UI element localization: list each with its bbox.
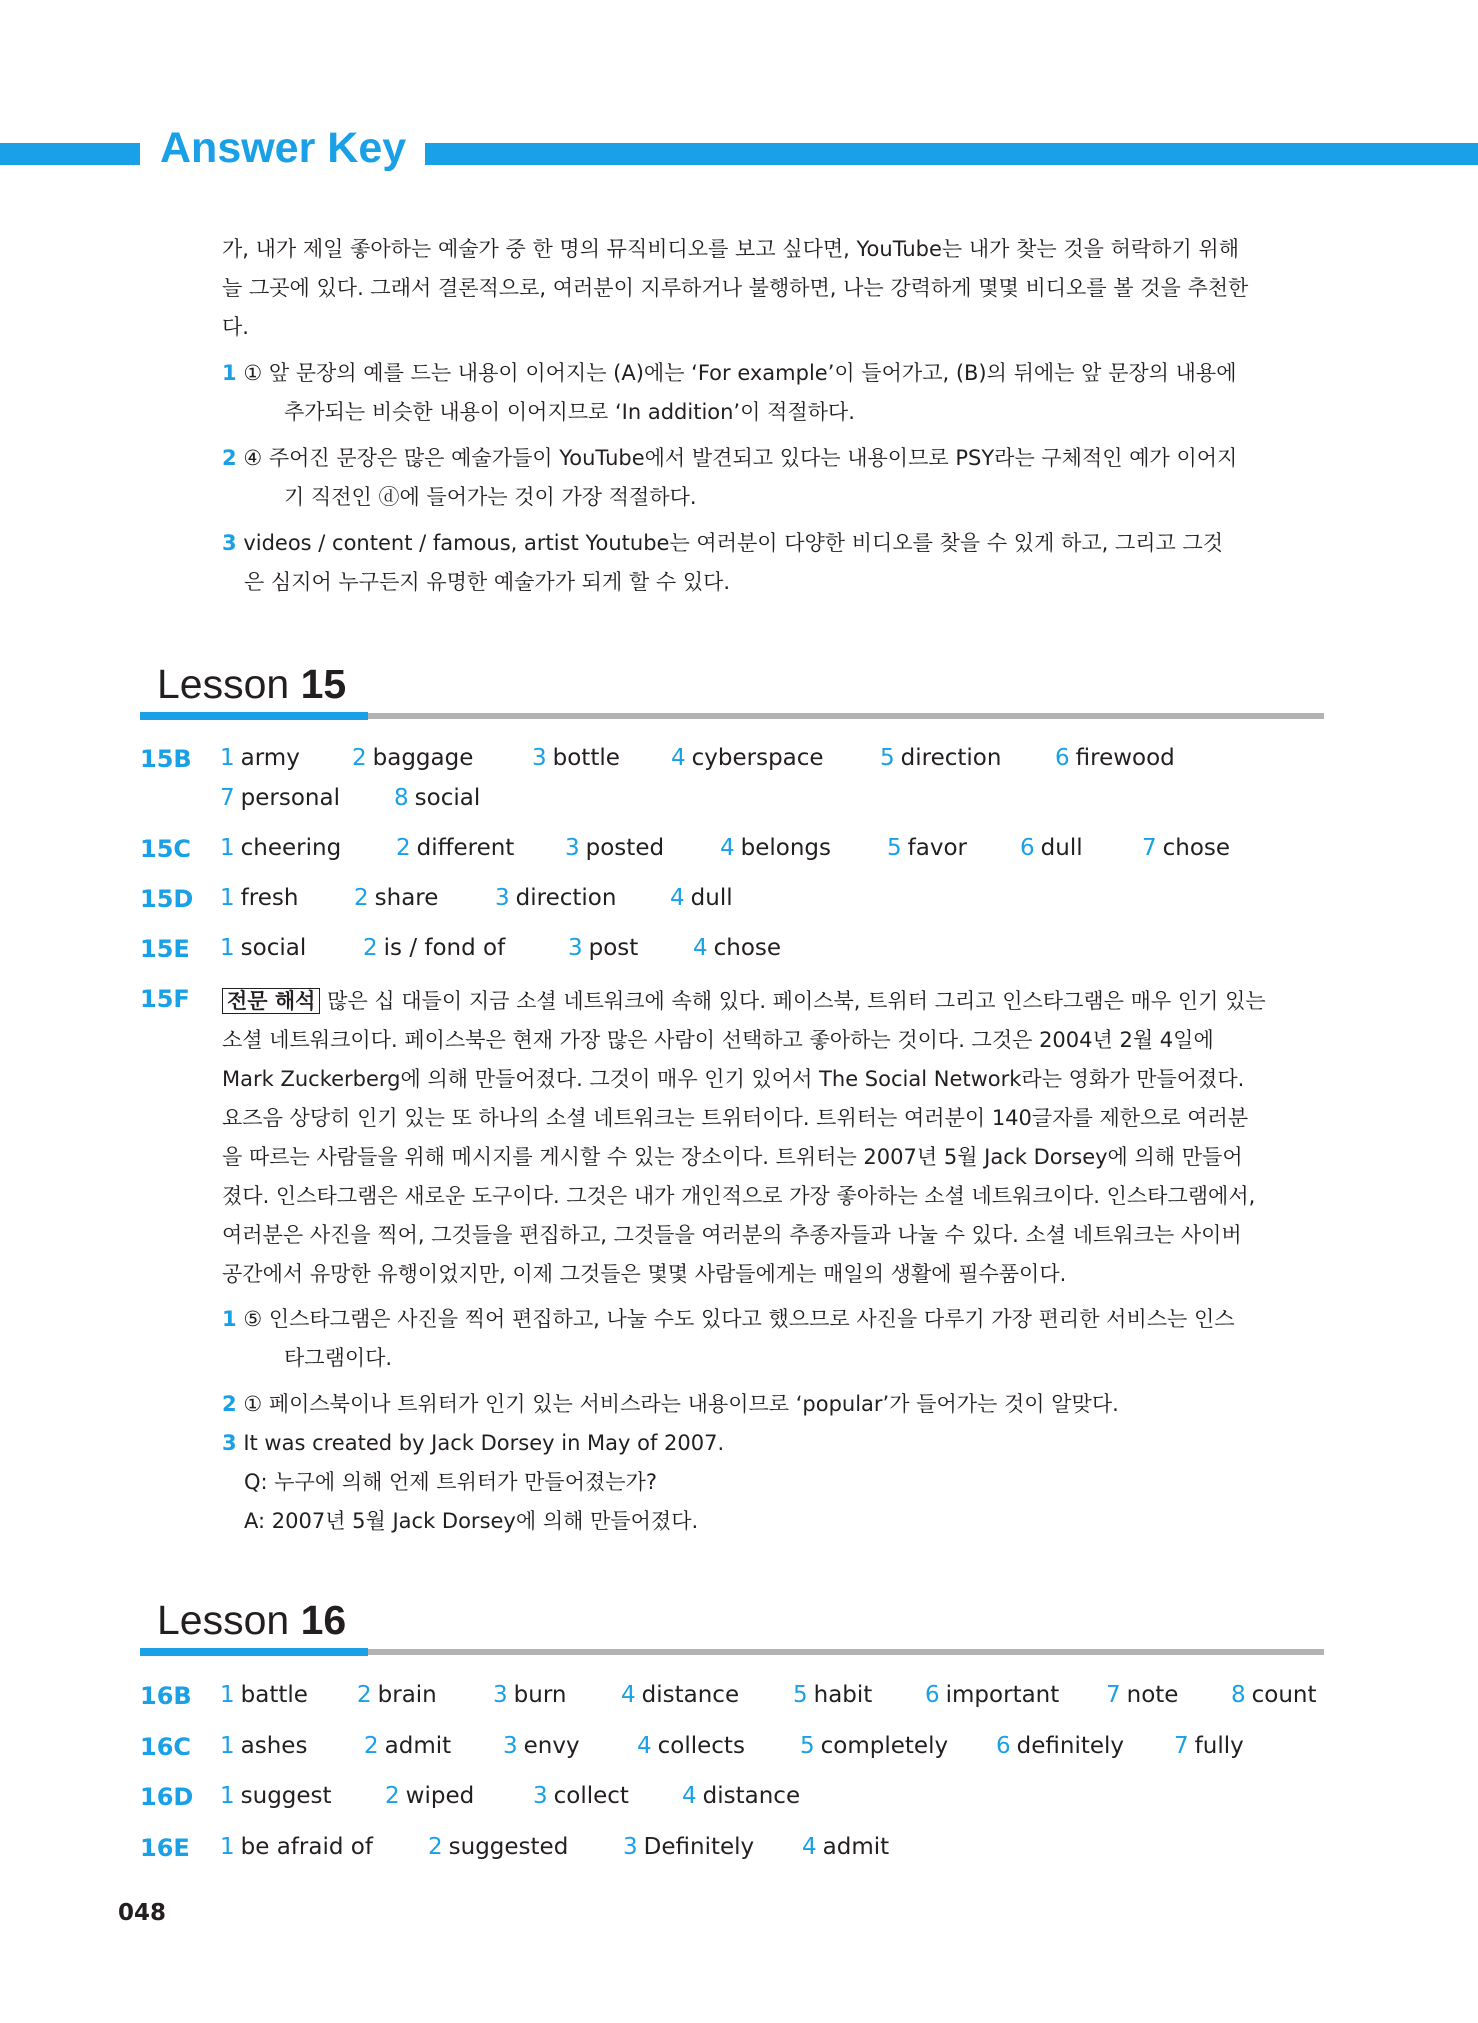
text-line: 추가되는 비슷한 내용이 이어지므로 ‘In addition’이 적절하다. [284,400,855,424]
answer-word: dull [1040,835,1083,861]
answer-word: social [240,935,307,961]
answer-word: suggested [448,1834,569,1860]
answer-word: belongs [740,835,832,861]
answer-item [533,1783,629,1809]
header-bar-right [425,143,1478,165]
answer-number: 7 [1174,1733,1189,1759]
question-number: 2 [222,446,237,470]
answer-item [800,1733,948,1759]
question-number: 1 [222,361,237,385]
answer-number: 2 [354,885,369,911]
answer-item [364,1733,451,1759]
answer-item [621,1682,739,1708]
translation-tag: 전문 해석 [222,988,320,1014]
translation-paragraph [222,982,1324,1294]
answer-item [623,1834,754,1860]
answer-item [220,885,298,911]
answer-number: 8 [394,785,409,811]
answer-word: Definitely [643,1834,755,1860]
answer-word: ashes [240,1733,308,1759]
answer-item [568,935,638,961]
lesson-word: Lesson [157,661,290,707]
answer-number: 2 [428,1834,443,1860]
question-number: 3 [222,1431,237,1455]
answer-number: 4 [693,935,708,961]
intro-question-2 [222,439,1324,517]
exercise-label: 15F [140,985,190,1013]
answer-number: 7 [1142,835,1157,861]
text-line: 소셜 네트워크이다. 페이스북은 현재 가장 많은 사람이 선택하고 좋아하는 것이다. 그것은 2004년 2월 4일에 [222,1028,1214,1052]
answer-word: collects [657,1733,745,1759]
exercise-label: 16B [140,1682,192,1710]
lesson-15-rule [368,713,1324,719]
answer-word: personal [240,785,340,811]
answer-item [220,835,341,861]
answer-word: collect [553,1783,629,1809]
answer-word: distance [641,1682,740,1708]
answer-word: posted [585,835,665,861]
answer-item [220,785,340,811]
lesson-15-question-2 [222,1385,1324,1424]
answer-item [1174,1733,1244,1759]
lesson-16-heading [157,1596,346,1644]
answer-word: burn [513,1682,567,1708]
answer-word: suggest [240,1783,332,1809]
text-line: 을 따르는 사람들을 위해 메시지를 게시할 수 있는 장소이다. 트위터는 2007년 5월 Jack Dorsey에 의해 만들어 [222,1145,1243,1169]
answer-number: 5 [793,1682,808,1708]
text-line: Q: 누구에 의해 언제 트위터가 만들어졌는가? [244,1470,657,1494]
lesson-15-question-3 [222,1424,1324,1541]
exercise-label: 15E [140,935,190,963]
answer-item [802,1834,889,1860]
answer-number: 4 [802,1834,817,1860]
answer-word: chose [713,935,782,961]
text-line: videos / content / famous, artist Youtube는 여러분이 다양한 비디오를 찾을 수 있게 하고, 그리고 그것 [243,531,1224,555]
answer-item [428,1834,568,1860]
answer-item [394,785,480,811]
answer-item [532,745,620,771]
answer-item [671,745,824,771]
answer-word: baggage [372,745,474,771]
lesson-16-rule [368,1649,1324,1655]
answer-word: be afraid of [240,1834,373,1860]
answer-word: admit [384,1733,452,1759]
answer-number: 4 [670,885,685,911]
answer-number: 1 [220,835,235,861]
answer-item [503,1733,580,1759]
answer-number: 3 [503,1733,518,1759]
text-line: 공간에서 유망한 유행이었지만, 이제 그것들은 몇몇 사람들에게는 매일의 생활에 필수품이다. [222,1262,1067,1286]
text-line: 가, 내가 제일 좋아하는 예술가 중 한 명의 뮤직비디오를 보고 싶다면, YouTube는 내가 찾는 것을 허락하기 위해 [222,237,1239,261]
answer-item [793,1682,872,1708]
answer-item [220,935,306,961]
answer-number: 1 [220,1733,235,1759]
page-title: Answer Key [160,124,407,172]
answer-number: 7 [1106,1682,1121,1708]
answer-item [996,1733,1124,1759]
answer-number: 6 [1020,835,1035,861]
text-line: 늘 그곳에 있다. 그래서 결론적으로, 여러분이 지루하거나 불행하면, 나는 강력하게 몇몇 비디오를 볼 것을 추천한 [222,276,1249,300]
answer-word: brain [377,1682,437,1708]
answer-item [220,1733,307,1759]
answer-item [1106,1682,1178,1708]
text-line: It was created by Jack Dorsey in May of 2007. [243,1431,725,1455]
header-bar-left [0,143,140,165]
answer-word: important [945,1682,1060,1708]
answer-item [352,745,473,771]
answer-word: favor [907,835,967,861]
answer-number: 4 [637,1733,652,1759]
answer-number: 1 [220,1834,235,1860]
question-number: 2 [222,1392,237,1416]
answer-word: is / fond of [383,935,506,961]
exercise-label: 16D [140,1783,194,1811]
answer-word: distance [702,1783,801,1809]
answer-number: 6 [925,1682,940,1708]
answer-word: admit [822,1834,890,1860]
exercise-label: 16C [140,1733,192,1761]
answer-item [1020,835,1083,861]
page-number: 048 [118,1900,167,1926]
answer-word: habit [813,1682,873,1708]
answer-number: 2 [357,1682,372,1708]
answer-item [220,1834,373,1860]
answer-word: dull [690,885,733,911]
answer-item [887,835,967,861]
exercise-label: 15B [140,745,192,773]
answer-word: different [416,835,515,861]
answer-number: 3 [532,745,547,771]
answer-item [670,885,733,911]
text-line: ④ 주어진 문장은 많은 예술가들이 YouTube에서 발견되고 있다는 내용이므로 PSY라는 구체적인 예가 이어지 [243,446,1238,470]
answer-item [682,1783,800,1809]
answer-item [565,835,664,861]
intro-question-1 [222,354,1324,432]
answer-item [693,935,781,961]
answer-number: 4 [621,1682,636,1708]
text-line: 다. [222,315,249,339]
answer-item [363,935,505,961]
answer-word: cheering [240,835,342,861]
answer-word: battle [240,1682,308,1708]
answer-word: direction [900,745,1002,771]
lesson-15-rule-accent [140,712,368,720]
answer-number: 3 [495,885,510,911]
answer-number: 1 [220,1783,235,1809]
answer-word: fresh [240,885,299,911]
answer-word: completely [820,1733,949,1759]
answer-number: 1 [220,885,235,911]
answer-word: fully [1194,1733,1244,1759]
text-line: ⑤ 인스타그램은 사진을 찍어 편집하고, 나눌 수도 있다고 했으므로 사진을 다루기 가장 편리한 서비스는 인스 [243,1307,1235,1331]
answer-number: 5 [800,1733,815,1759]
answer-word: post [588,935,639,961]
text-line: ① 페이스북이나 트위터가 인기 있는 서비스라는 내용이므로 ‘popular’가 들어가는 것이 알맞다. [243,1392,1119,1416]
answer-number: 4 [671,745,686,771]
text-line: 여러분은 사진을 찍어, 그것들을 편집하고, 그것들을 여러분의 추종자들과 나눌 수 있다. 소셜 네트워크는 사이버 [222,1223,1242,1247]
answer-number: 3 [533,1783,548,1809]
text-line: A: 2007년 5월 Jack Dorsey에 의해 만들어졌다. [244,1509,699,1533]
text-line: 타그램이다. [284,1346,393,1370]
answer-item [1142,835,1230,861]
answer-item [220,1783,332,1809]
answer-item [385,1783,474,1809]
answer-number: 4 [682,1783,697,1809]
answer-item [495,885,616,911]
intro-question-3 [222,524,1324,602]
text-line: ① 앞 문장의 예를 드는 내용이 이어지는 (A)에는 ‘For example’이 들어가고, (B)의 뒤에는 앞 문장의 내용에 [243,361,1237,385]
answer-number: 6 [1055,745,1070,771]
lesson-number: 15 [300,661,347,707]
text-line: 은 심지어 누구든지 유명한 예술가가 되게 할 수 있다. [244,570,731,594]
lesson-16-rule-accent [140,1648,368,1656]
answer-word: social [414,785,481,811]
exercise-label: 15D [140,885,194,913]
answer-number: 6 [996,1733,1011,1759]
answer-number: 2 [363,935,378,961]
exercise-label: 16E [140,1834,190,1862]
answer-item [1055,745,1175,771]
answer-word: cyberspace [691,745,824,771]
text-line: 많은 십 대들이 지금 소셜 네트워크에 속해 있다. 페이스북, 트위터 그리고 인스타그램은 매우 인기 있는 [327,989,1266,1013]
answer-item [220,745,300,771]
text-line: 요즈음 상당히 인기 있는 또 하나의 소셜 네트워크는 트위터이다. 트위터는 여러분이 140글자를 제한으로 여러분 [222,1106,1249,1130]
answer-word: share [374,885,439,911]
answer-number: 3 [568,935,583,961]
question-number: 3 [222,531,237,555]
answer-item [720,835,831,861]
answer-number: 8 [1231,1682,1246,1708]
exercise-label: 15C [140,835,192,863]
answer-number: 5 [880,745,895,771]
answer-word: firewood [1075,745,1175,771]
answer-word: envy [523,1733,580,1759]
answer-number: 3 [565,835,580,861]
text-line: 졌다. 인스타그램은 새로운 도구이다. 그것은 내가 개인적으로 가장 좋아하는 소셜 네트워크이다. 인스타그램에서, [222,1184,1256,1208]
lesson-15-question-1 [222,1300,1324,1378]
lesson-15-heading [157,660,346,708]
text-line: Mark Zuckerberg에 의해 만들어졌다. 그것이 매우 인기 있어서 The Social Network라는 영화가 만들어졌다. [222,1067,1245,1091]
answer-word: count [1251,1682,1317,1708]
answer-word: direction [515,885,617,911]
lesson-number: 16 [300,1597,347,1643]
answer-number: 4 [720,835,735,861]
answer-item [354,885,438,911]
answer-word: note [1126,1682,1179,1708]
lesson-word: Lesson [157,1597,290,1643]
answer-word: army [240,745,300,771]
answer-item [220,1682,308,1708]
answer-number: 3 [623,1834,638,1860]
answer-word: wiped [405,1783,475,1809]
answer-number: 3 [493,1682,508,1708]
answer-item [1231,1682,1317,1708]
answer-item [925,1682,1059,1708]
answer-number: 1 [220,935,235,961]
answer-number: 1 [220,1682,235,1708]
intro-paragraph [222,230,1324,347]
text-line: 기 직전인 ⓓ에 들어가는 것이 가장 적절하다. [284,485,697,509]
answer-number: 2 [385,1783,400,1809]
answer-number: 2 [364,1733,379,1759]
answer-item [880,745,1001,771]
answer-number: 2 [352,745,367,771]
answer-item [357,1682,437,1708]
answer-word: chose [1162,835,1231,861]
answer-item [493,1682,566,1708]
answer-item [637,1733,745,1759]
answer-number: 7 [220,785,235,811]
answer-number: 2 [396,835,411,861]
answer-number: 5 [887,835,902,861]
answer-number: 1 [220,745,235,771]
answer-word: definitely [1016,1733,1125,1759]
answer-item [396,835,514,861]
answer-word: bottle [552,745,620,771]
question-number: 1 [222,1307,237,1331]
